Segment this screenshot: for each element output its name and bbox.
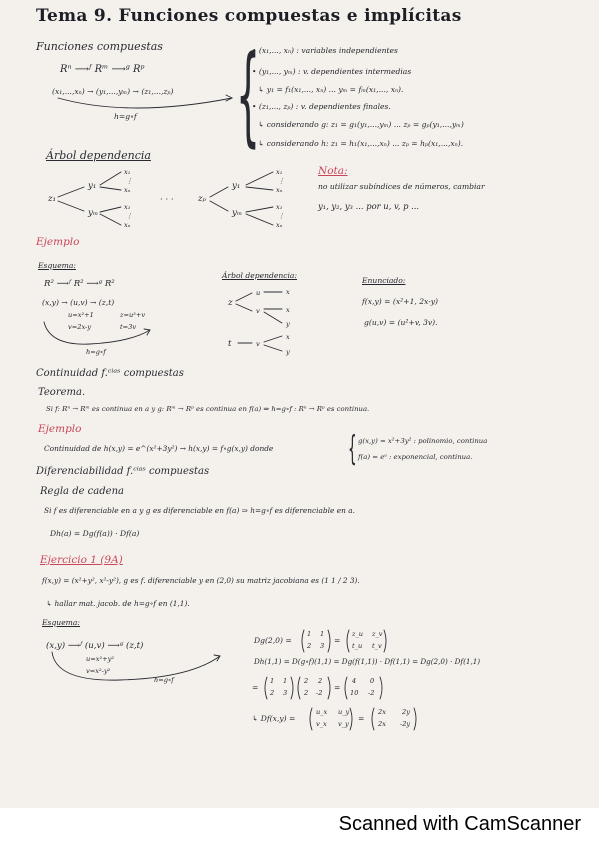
eq4-m2-22: -2y	[400, 720, 411, 728]
ejercicio-esquema-h: h=g∘f	[154, 676, 174, 684]
eq4-m1-12: u_y	[338, 708, 350, 716]
tree-y1: y₁	[88, 181, 97, 191]
continuidad-teorema: Teorema.	[38, 387, 86, 398]
ejercicio-arc	[52, 652, 220, 680]
arbol-v2-x	[264, 336, 282, 342]
eq3-m1-11: 1	[270, 677, 275, 685]
ejemplo1-esquema-u: u=x²+1	[68, 311, 94, 319]
continuidad-example-f: f(a) = eᵃ : exponencial, continua.	[358, 453, 473, 461]
composed-note-6: ↳ considerando h: z₁ = h₁(x₁,...,xₙ) ... zₚ = hₚ(x₁,...,xₙ).	[258, 139, 464, 148]
ejercicio-esquema-line: (x,y) ⟶ᶠ (u,v) ⟶ᵍ (z,t)	[46, 641, 144, 651]
diferenciabilidad-heading: Diferenciabilidad f.ᶜⁱᵃˢ compuestas	[36, 466, 210, 477]
eq1-m2-12: z_v	[372, 630, 383, 638]
eq3-m2-22: -2	[316, 689, 323, 697]
ejemplo1-esquema-v: v=2x-y	[68, 323, 92, 331]
tree-x1-a: x₁	[124, 168, 131, 176]
eq3-m1-left	[265, 677, 267, 699]
nota-line-2: y₁, y₂, y₃ ... por u, v, p ...	[318, 201, 420, 211]
eq3-m1-22: 3	[283, 689, 288, 697]
continuidad-statement: Si f: Rⁿ → Rᵐ es continua en a y g: Rᵐ → Rᵖ es continua en f(a) ⇒ h=g∘f : Rⁿ → Rᵖ es continua.	[46, 405, 370, 413]
eq3-m2-right	[328, 677, 330, 699]
eq3-m3-right	[380, 677, 382, 699]
ejemplo1-enunciado-f: f(x,y) = (x²+1, 2x-y)	[362, 297, 439, 306]
eq1-m2-left	[347, 630, 349, 652]
ejemplo1-arbol-y1: y	[286, 320, 290, 328]
tree-heading: Árbol dependencia	[46, 149, 151, 162]
diferenciabilidad-regla: Regla de cadena	[40, 486, 124, 497]
composed-diagram-spaces: Rⁿ ⟶ᶠ Rᵐ ⟶ᵍ Rᵖ	[60, 64, 145, 75]
tree1-branch-y1	[58, 187, 84, 197]
eq1-m1-12: 1	[320, 630, 325, 638]
tree-xn-d: xₙ	[276, 221, 283, 229]
eq1-m1-left	[302, 630, 304, 652]
eq3-m2-12: 2	[318, 677, 323, 685]
continuidad-heading: Continuidad f.ᶜⁱᵃˢ compuestas	[36, 368, 184, 379]
ejemplo1-esquema-t: t=3v	[120, 323, 137, 331]
ejercicio-statement-1: f(x,y) = (x²+y², x²-y²), g es f. diferenciable y en (2,0) su matriz jacobiana es (1 1 / 2 3).	[42, 576, 360, 585]
eq4-lhs: ↳ Df(x,y) =	[252, 714, 296, 723]
eq1-m2-22: t_v	[372, 642, 382, 650]
tree-y1-p: y₁	[232, 181, 241, 191]
ejercicio-statement-2: ↳ hallar mat. jacob. de h=g∘f en (1,1).	[46, 599, 190, 608]
tree-x1-d: x₁	[276, 203, 283, 211]
composed-note-1: • (x₁,..., xₙ) : variables independientes	[252, 46, 398, 55]
camscanner-footer: Scanned with CamScanner	[338, 813, 581, 835]
ejemplo1-arc	[44, 322, 150, 344]
eq3-m1-21: 2	[270, 689, 275, 697]
eq1-m1-right	[328, 630, 330, 652]
continuidad-example-main: Continuidad de h(x,y) = e^(x²+3y²) → h(x,y) = f∘g(x,y) donde	[44, 444, 274, 453]
ejemplo1-esquema-label: Esquema:	[38, 261, 76, 270]
ejemplo1-heading: Ejemplo	[36, 236, 80, 248]
eq4-m1-22: v_y	[338, 720, 349, 728]
composed-notes-brace: {	[236, 33, 261, 158]
composed-heading: Funciones compuestas	[36, 40, 163, 53]
ejemplo1-arbol-t: t	[228, 339, 232, 349]
composed-diagram-tuples: (x₁,...,xₙ) → (y₁,...,yₘ) → (z₁,...,zₚ)	[52, 87, 174, 96]
ejercicio-esquema-v: v=x²-y²	[86, 667, 111, 675]
tree-z1: z₁	[48, 194, 56, 204]
composed-note-4: • (z₁,..., zₚ) : v. dependientes finales.	[252, 102, 391, 111]
tree-vdots-c: ⋮	[278, 177, 285, 185]
tree-ym-p: yₘ	[232, 208, 243, 218]
tree1-branch-ym	[58, 201, 84, 211]
treep-branch-x1c	[246, 172, 273, 185]
ejemplo1-arbol-z: z	[228, 298, 233, 308]
tree1-branch-x1b	[100, 207, 121, 212]
composed-note-3: ↳ y₁ = f₁(x₁,..., xₙ) ... yₘ = fₘ(x₁,..., xₙ).	[258, 85, 404, 94]
eq1-m1-21: 2	[307, 642, 312, 650]
diferenciabilidad-formula: Dh(a) = Dg(f(a)) · Df(a)	[50, 529, 140, 538]
nota-line-1: no utilizar subíndices de números, cambiar	[318, 182, 485, 191]
composed-note-5: ↳ considerando g: z₁ = g₁(y₁,...,yₘ) ... zₚ = gₚ(y₁,...,yₘ)	[258, 120, 464, 129]
continuidad-brace: {	[348, 429, 357, 469]
continuidad-example-g: g(x,y) = x²+3y² : polinomio, continua	[358, 437, 488, 445]
eq1-m2-right	[384, 630, 386, 652]
treep-branch-xnc	[246, 187, 273, 190]
tree-x1-c: x₁	[276, 168, 283, 176]
arbol-v2-y	[264, 345, 282, 351]
ejercicio-heading: Ejercicio 1 (9A)	[40, 554, 123, 566]
treep-branch-xnd	[246, 214, 273, 225]
ejemplo1-arbol-v2: v	[256, 340, 260, 348]
eq1-m1-11: 1	[307, 630, 312, 638]
eq4-m1-right	[350, 708, 352, 730]
eq1-lhs: Dg(2,0) =	[254, 636, 292, 645]
treep-branch-x1d	[246, 207, 273, 212]
tree-vdots-b: ⋮	[126, 212, 133, 220]
eq3-m3-22: -2	[368, 689, 375, 697]
eq4-m1-11: u_x	[316, 708, 328, 716]
composed-note-2: • (y₁,..., yₘ) : v. dependientes intermedias	[252, 67, 412, 76]
eq3-m1-right	[291, 677, 293, 699]
ejemplo1-enunciado-label: Enunciado:	[362, 276, 406, 285]
ejemplo1-arbol-label: Árbol dependencia:	[222, 271, 298, 280]
eq4-eq: =	[358, 714, 365, 723]
composed-arc	[58, 98, 232, 108]
eq4-m2-12: 2y	[402, 708, 410, 716]
tree-zp: zₚ	[198, 194, 206, 204]
eq3-m3-11: 4	[352, 677, 357, 685]
eq4-m1-left	[310, 708, 312, 730]
ejemplo1-esquema-z: z=u²+v	[120, 311, 146, 319]
eq1-m2-21: t_u	[352, 642, 363, 650]
eq3-m3-12: 0	[370, 677, 375, 685]
composed-diagram-h: h=g∘f	[114, 112, 137, 121]
ejemplo1-enunciado-g: g(u,v) = (u²+v, 3v).	[364, 318, 438, 327]
eq1-mid: =	[334, 636, 341, 645]
ejemplo1-arbol-x2: x	[286, 306, 290, 314]
eq3-m3-left	[345, 677, 347, 699]
tree1-branch-xnb	[100, 214, 121, 225]
diferenciabilidad-statement: Si f es diferenciable en a y g es diferenciable en f(a) ⇒ h=g∘f es diferenciable en a.	[44, 506, 355, 515]
eq1-m1-22: 3	[320, 642, 325, 650]
ejemplo1-arbol-u1: u	[256, 289, 261, 297]
eq4-m2-21: 2x	[378, 720, 386, 728]
ejemplo1-arbol-v1: v	[256, 307, 260, 315]
nota-label: Nota:	[318, 165, 348, 177]
tree1-branch-xna	[100, 187, 121, 190]
ejercicio-esquema-u: u=x²+y²	[86, 655, 115, 663]
eq3-m1-12: 1	[283, 677, 288, 685]
arbol-z-u	[236, 293, 252, 301]
ejemplo1-esquema-h: h=g∘f	[86, 348, 106, 356]
ejemplo1-esquema-tuples: (x,y) → (u,v) → (z,t)	[42, 298, 115, 307]
treep-branch-ym	[210, 201, 228, 211]
eq3-lhs: =	[252, 683, 259, 692]
tree-xn-b: xₙ	[124, 221, 131, 229]
treep-branch-y1	[210, 187, 228, 197]
tree-dots: · · ·	[160, 195, 174, 205]
tree1-branch-x1a	[100, 172, 121, 185]
tree-vdots-d: ⋮	[278, 212, 285, 220]
eq3-m2-left	[298, 677, 300, 699]
eq3-m3-21: 10	[350, 689, 359, 697]
eq4-m1-21: v_x	[316, 720, 327, 728]
arbol-v-y	[264, 312, 282, 323]
tree-x1-b: x₁	[124, 203, 131, 211]
eq4-m2-right	[414, 708, 416, 730]
tree-xn-a: xₙ	[124, 186, 131, 194]
ejercicio-esquema-label: Esquema:	[42, 618, 80, 627]
arbol-z-v	[236, 304, 252, 311]
eq2: Dh(1,1) = D(g∘f)(1,1) = Dg(f(1,1)) · Df(1,1) = Dg(2,0) · Df(1,1)	[254, 657, 481, 666]
tree-xn-c: xₙ	[276, 186, 283, 194]
ejemplo1-arbol-x3: x	[286, 333, 290, 341]
tree-ym: yₘ	[88, 208, 99, 218]
composed-arc-head	[226, 95, 232, 101]
eq1-m2-11: z_u	[352, 630, 364, 638]
eq3-eq: =	[334, 683, 341, 692]
eq3-m2-11: 2	[304, 677, 309, 685]
eq4-m2-left	[372, 708, 374, 730]
eq4-m2-11: 2x	[378, 708, 386, 716]
continuidad-ejemplo: Ejemplo	[38, 423, 82, 435]
tree-vdots-a: ⋮	[126, 177, 133, 185]
ejemplo1-arbol-x1: x	[286, 288, 290, 296]
ejemplo1-esquema-spaces: R² ⟶ᶠ R² ⟶ᵍ R²	[44, 279, 115, 289]
page-title: Tema 9. Funciones compuestas e implícitas	[36, 6, 462, 26]
ejemplo1-arbol-y2: y	[286, 348, 290, 356]
eq3-m2-21: 2	[304, 689, 309, 697]
